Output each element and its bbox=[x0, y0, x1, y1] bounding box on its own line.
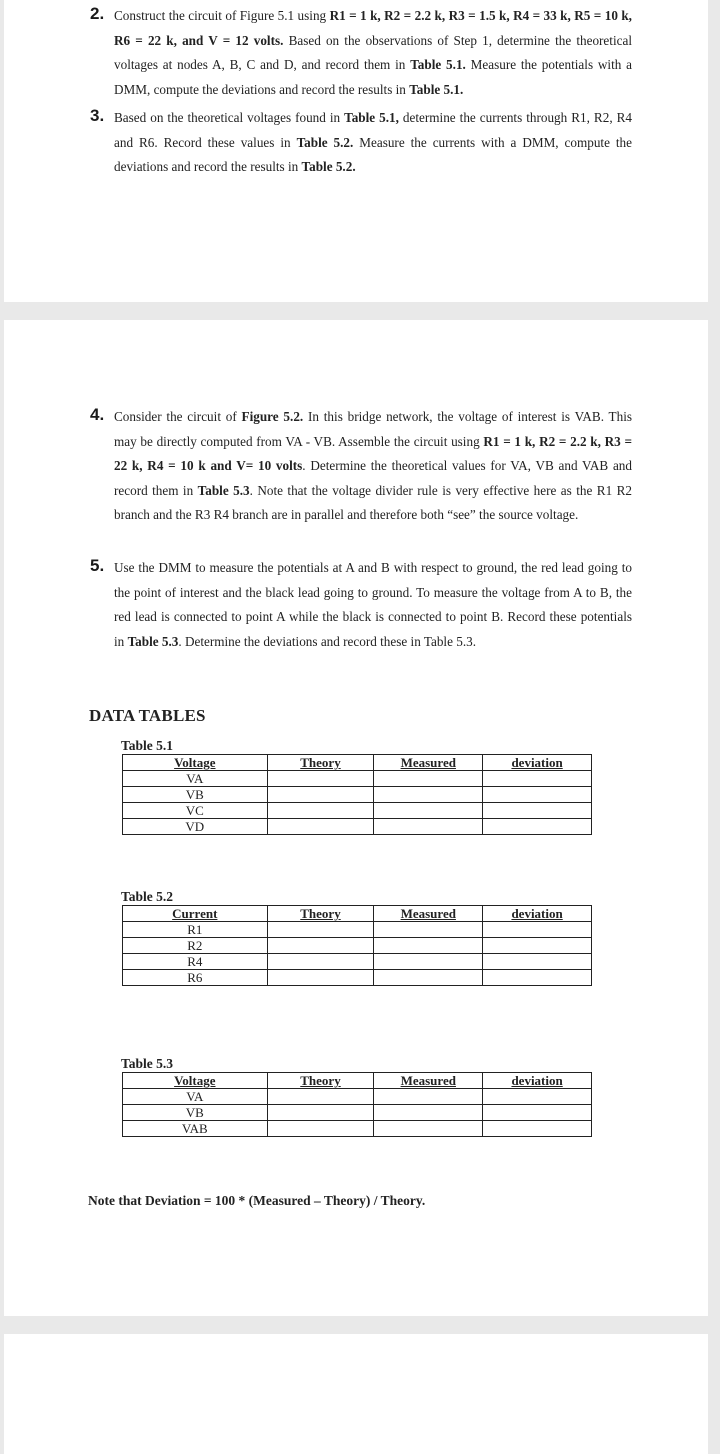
column-header: Theory bbox=[267, 1073, 374, 1089]
theory-cell[interactable] bbox=[267, 803, 374, 819]
deviation-cell[interactable] bbox=[483, 922, 592, 938]
step-text-segment: Use the DMM to measure the potentials at A and B with respect to ground, the red lead going to the point of interest and the black lead going to ground. To measure the voltage from A to B, the red lead is connected to point A while the black is connected to point B. Record these potentials in bbox=[114, 560, 632, 649]
step-number: 2. bbox=[90, 4, 105, 23]
theory-cell[interactable] bbox=[267, 787, 374, 803]
step-text-bold: Table 5.1. bbox=[409, 81, 464, 97]
measured-cell[interactable] bbox=[374, 938, 483, 954]
step-text-segment: Based on the observations of Step 1, determine the theoretical voltages at nodes A, B, C and D, and record them in bbox=[114, 32, 632, 72]
document-page-3 bbox=[4, 1334, 708, 1454]
step-5 bbox=[90, 556, 632, 654]
step-text-segment: . Note that the voltage divider rule is very effective here as the R1 R2 branch and the R3 R4 branch are in parallel and therefore both “see” the source voltage. bbox=[114, 482, 632, 522]
table-caption: Table 5.2 bbox=[121, 889, 174, 904]
step-text-segment: . Determine the theoretical values for VA, VB and VAB and record them in bbox=[114, 458, 632, 498]
theory-cell[interactable] bbox=[267, 1105, 374, 1121]
row-label: R2 bbox=[123, 938, 268, 954]
deviation-cell[interactable] bbox=[483, 819, 592, 835]
deviation-cell[interactable] bbox=[483, 771, 592, 787]
step-text-bold: R1 = 1 k, R2 = 2.2 k, R3 = 1.5 k, R4 = 33 k, R5 = 10 k, R6 = 22 k, and V = 12 volts. bbox=[114, 8, 632, 48]
deviation-cell[interactable] bbox=[483, 803, 592, 819]
step-3 bbox=[90, 106, 632, 180]
row-label: R1 bbox=[123, 922, 268, 938]
deviation-cell[interactable] bbox=[483, 954, 592, 970]
table-row bbox=[123, 787, 592, 803]
table-row bbox=[123, 803, 592, 819]
measured-cell[interactable] bbox=[374, 819, 483, 835]
theory-cell[interactable] bbox=[267, 970, 374, 986]
data-table-5-2 bbox=[122, 905, 592, 986]
column-header: deviation bbox=[483, 1073, 592, 1089]
step-text-segment: . Determine the deviations and record these in Table 5.3. bbox=[178, 633, 477, 649]
step-text-segment: Based on the theoretical voltages found in bbox=[114, 110, 345, 125]
step-text bbox=[114, 556, 632, 654]
column-header: Measured bbox=[374, 1073, 483, 1089]
column-header: Current bbox=[123, 906, 268, 922]
step-4 bbox=[90, 405, 632, 528]
column-header: deviation bbox=[483, 755, 592, 771]
deviation-cell[interactable] bbox=[483, 1121, 592, 1137]
step-text-segment: Consider the circuit of bbox=[114, 409, 242, 424]
theory-cell[interactable] bbox=[267, 819, 374, 835]
deviation-cell[interactable] bbox=[483, 970, 592, 986]
deviation-cell[interactable] bbox=[483, 1089, 592, 1105]
theory-cell[interactable] bbox=[267, 922, 374, 938]
step-2 bbox=[90, 4, 632, 102]
row-label: VD bbox=[123, 819, 268, 835]
step-text-bold: Figure 5.2. bbox=[241, 409, 304, 424]
row-label: VC bbox=[123, 803, 268, 819]
step-text-segment: Construct the circuit of Figure 5.1 using bbox=[114, 8, 330, 23]
column-header: Voltage bbox=[123, 755, 268, 771]
measured-cell[interactable] bbox=[374, 803, 483, 819]
measured-cell[interactable] bbox=[374, 970, 483, 986]
column-header: Theory bbox=[267, 906, 374, 922]
step-text-segment: determine the currents through R1, R2, R4 and R6. Record these values in bbox=[114, 110, 632, 150]
measured-cell[interactable] bbox=[374, 954, 483, 970]
row-label: R6 bbox=[123, 970, 268, 986]
row-label: VB bbox=[123, 787, 268, 803]
table-header-row bbox=[123, 1073, 592, 1089]
measured-cell[interactable] bbox=[374, 1121, 483, 1137]
column-header: deviation bbox=[483, 906, 592, 922]
step-number: 3. bbox=[90, 106, 105, 125]
row-label: R4 bbox=[123, 954, 268, 970]
step-text-bold: Table 5.2. bbox=[296, 134, 354, 150]
deviation-cell[interactable] bbox=[483, 787, 592, 803]
column-header: Voltage bbox=[123, 1073, 268, 1089]
table-caption: Table 5.3 bbox=[121, 1056, 174, 1071]
step-text-segment: Measure the currents with a DMM, compute the deviations and record the results in bbox=[114, 134, 633, 174]
table-row bbox=[123, 1121, 592, 1137]
step-text bbox=[114, 4, 632, 102]
table-row bbox=[123, 819, 592, 835]
step-text-segment: Measure the potentials with a DMM, compute the deviations and record the results in bbox=[114, 57, 633, 97]
step-text-bold: Table 5.1. bbox=[410, 57, 466, 72]
step-text-bold: R1 = 1 k, R2 = 2.2 k, R3 = 22 k, R4 = 10 k and V= 10 volts bbox=[114, 433, 632, 473]
table-header-row bbox=[123, 755, 592, 771]
row-label: VAB bbox=[123, 1121, 268, 1137]
table-caption: Table 5.1 bbox=[121, 738, 174, 753]
table-row bbox=[123, 1089, 592, 1105]
step-text bbox=[114, 405, 632, 528]
data-table-5-1 bbox=[122, 754, 592, 835]
step-text-bold: Table 5.3 bbox=[197, 482, 250, 498]
theory-cell[interactable] bbox=[267, 1121, 374, 1137]
measured-cell[interactable] bbox=[374, 787, 483, 803]
measured-cell[interactable] bbox=[374, 1105, 483, 1121]
step-text-segment: In this bridge network, the voltage of interest is VAB. This may be directly computed from VA - VB. Assemble the circuit using bbox=[114, 409, 632, 449]
theory-cell[interactable] bbox=[267, 938, 374, 954]
table-row bbox=[123, 954, 592, 970]
data-table-5-3 bbox=[122, 1072, 592, 1137]
deviation-cell[interactable] bbox=[483, 1105, 592, 1121]
table-row bbox=[123, 922, 592, 938]
table-header-row bbox=[123, 906, 592, 922]
deviation-cell[interactable] bbox=[483, 938, 592, 954]
theory-cell[interactable] bbox=[267, 771, 374, 787]
document-page-2 bbox=[4, 320, 708, 1316]
row-label: VB bbox=[123, 1105, 268, 1121]
column-header: Theory bbox=[267, 755, 374, 771]
measured-cell[interactable] bbox=[374, 922, 483, 938]
row-label: VA bbox=[123, 771, 268, 787]
table-row bbox=[123, 1105, 592, 1121]
theory-cell[interactable] bbox=[267, 1089, 374, 1105]
step-number: 5. bbox=[90, 556, 105, 575]
row-label: VA bbox=[123, 1089, 268, 1105]
step-text-bold: Table 5.1, bbox=[344, 110, 399, 125]
data-tables-heading: DATA TABLES bbox=[89, 706, 206, 725]
step-number: 4. bbox=[90, 405, 105, 424]
table-row bbox=[123, 938, 592, 954]
measured-cell[interactable] bbox=[374, 1089, 483, 1105]
step-text-bold: Table 5.2. bbox=[301, 159, 356, 174]
column-header: Measured bbox=[374, 755, 483, 771]
column-header: Measured bbox=[374, 906, 483, 922]
step-text bbox=[114, 106, 632, 180]
document-page-1 bbox=[4, 0, 708, 302]
measured-cell[interactable] bbox=[374, 771, 483, 787]
table-row bbox=[123, 771, 592, 787]
step-text-bold: Table 5.3 bbox=[127, 633, 179, 649]
table-row bbox=[123, 970, 592, 986]
theory-cell[interactable] bbox=[267, 954, 374, 970]
deviation-note: Note that Deviation = 100 * (Measured – Theory) / Theory. bbox=[88, 1193, 426, 1208]
